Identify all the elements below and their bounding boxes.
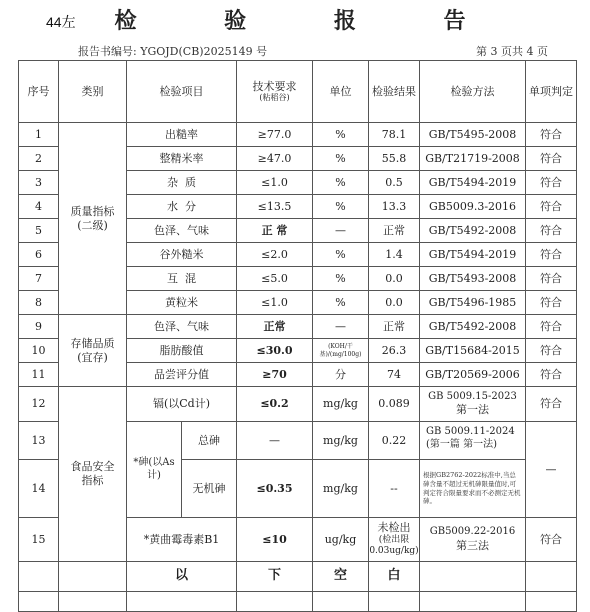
cell-method <box>420 422 526 460</box>
cell-method-line1: GB5009.22-2016 <box>429 526 516 538</box>
cell-unit: % <box>313 243 369 267</box>
cell-judgement: 符合 <box>526 267 577 291</box>
cell-judgement: 符合 <box>526 387 577 422</box>
cell-result-line2: (检出限 <box>378 535 410 546</box>
cell-no: 7 <box>19 267 59 291</box>
header-judgement: 单项判定 <box>526 61 577 123</box>
cell-no: 13 <box>19 422 59 460</box>
page-number: 44左 <box>46 14 76 30</box>
cell-item: 无机砷 <box>182 460 237 518</box>
cell-method: GB/T5494-2019 <box>420 243 526 267</box>
cell-method-line2: 第三法 <box>456 538 489 552</box>
report-number: 报告书编号: YGOJD(CB)2025149 号 <box>78 45 268 58</box>
cell-result: 13.3 <box>369 195 420 219</box>
cell-item: 品尝评分值 <box>127 363 237 387</box>
cell-requirement: ≤13.5 <box>237 195 313 219</box>
table-header <box>19 61 577 123</box>
cell-requirement: ≤0.2 <box>237 387 313 422</box>
category-quality-line1: 质量指标 <box>70 204 115 218</box>
cell-method: GB/T5493-2008 <box>420 267 526 291</box>
cell-item: 总砷 <box>182 422 237 460</box>
category-safety <box>59 387 127 562</box>
cell-unit: — <box>313 219 369 243</box>
cell-method <box>420 518 526 562</box>
header-requirement <box>237 61 313 123</box>
table-row <box>19 123 577 147</box>
cell-result: 0.0 <box>369 267 420 291</box>
cell-method: GB/T5492-2008 <box>420 315 526 339</box>
header-category: 类别 <box>59 61 127 123</box>
cell-item: 互 混 <box>127 267 237 291</box>
cell-method-line2: 第一法 <box>456 403 489 417</box>
cell-result: 正常 <box>369 219 420 243</box>
cell-requirement: ≤1.0 <box>237 291 313 315</box>
cell-result <box>369 518 420 562</box>
table-row <box>19 315 577 339</box>
cell-unit: — <box>313 315 369 339</box>
cell-unit: % <box>313 171 369 195</box>
blank-word: 以 <box>127 562 237 592</box>
cell-item: 色泽、气味 <box>127 219 237 243</box>
cell-method-line1: GB 5009.15-2023 <box>428 390 517 402</box>
cell-no: 2 <box>19 147 59 171</box>
header-unit: 单位 <box>313 61 369 123</box>
cell-judgement: 符合 <box>526 339 577 363</box>
cell-result: 0.5 <box>369 171 420 195</box>
blank-row <box>19 592 577 612</box>
cell-item: 整精米率 <box>127 147 237 171</box>
cell-judgement: 符合 <box>526 171 577 195</box>
cell-result-line3: 0.03ug/kg) <box>369 546 419 557</box>
cell-item: 脂肪酸值 <box>127 339 237 363</box>
cell-judgement: 符合 <box>526 243 577 267</box>
cell-method <box>420 387 526 422</box>
cell-requirement: ≥77.0 <box>237 123 313 147</box>
blank-word: 白 <box>369 562 420 592</box>
header-method: 检验方法 <box>420 61 526 123</box>
cell-method: GB/T20569-2006 <box>420 363 526 387</box>
cell-unit: (KOH/干基)/(mg/100g) <box>313 339 369 363</box>
header-req-line2: (粘稻谷) <box>259 93 290 103</box>
cell-no: 9 <box>19 315 59 339</box>
cell-unit: % <box>313 291 369 315</box>
cell-no: 10 <box>19 339 59 363</box>
cell-method-line2: (第一篇 第一法) <box>426 438 497 450</box>
cell-item: 镉(以Cd计) <box>127 387 237 422</box>
category-storage-line2: (宜存) <box>77 350 108 364</box>
cell-requirement: ≥70 <box>237 363 313 387</box>
cell-result: 26.3 <box>369 339 420 363</box>
cell-item: 水 分 <box>127 195 237 219</box>
cell-no: 6 <box>19 243 59 267</box>
cell-result: 0.0 <box>369 291 420 315</box>
cell-result: 78.1 <box>369 123 420 147</box>
cell-requirement: ≤5.0 <box>237 267 313 291</box>
blank-word: 下 <box>237 562 313 592</box>
cell-judgement: 符合 <box>526 219 577 243</box>
header-req-line1: 技术要求 <box>252 79 297 93</box>
cell-requirement: ≤2.0 <box>237 243 313 267</box>
arsenic-note: 根据GB2762-2022标准中,当总砷含量不超过无机砷限量值时,可判定符合限量要求而不必测定无机砷。 <box>420 460 526 518</box>
cell-item: 黄粒米 <box>127 291 237 315</box>
cell-method-line1: GB 5009.11-2024 <box>426 426 515 437</box>
category-safety-line1: 食品安全 <box>70 460 115 474</box>
cell-method: GB/T5495-2008 <box>420 123 526 147</box>
cell-unit: mg/kg <box>313 387 369 422</box>
header-result: 检验结果 <box>369 61 420 123</box>
blank-word: 空 <box>313 562 369 592</box>
page-info: 第 3 页共 4 页 <box>476 45 548 58</box>
cell-judgement: 符合 <box>526 518 577 562</box>
cell-item-group: *砷(以As计) <box>127 422 182 518</box>
category-storage-line1: 存储品质 <box>70 336 115 350</box>
cell-method: GB/T21719-2008 <box>420 147 526 171</box>
cell-unit: % <box>313 147 369 171</box>
cell-no: 4 <box>19 195 59 219</box>
cell-result: 1.4 <box>369 243 420 267</box>
cell-result-line1: 未检出 <box>377 521 411 535</box>
category-quality <box>59 123 127 315</box>
cell-item: 色泽、气味 <box>127 315 237 339</box>
cell-requirement: — <box>237 422 313 460</box>
header-item: 检验项目 <box>127 61 237 123</box>
cell-item: 杂 质 <box>127 171 237 195</box>
cell-requirement: 正 常 <box>237 219 313 243</box>
cell-judgement: 符合 <box>526 195 577 219</box>
cell-requirement: 正常 <box>237 315 313 339</box>
cell-unit: mg/kg <box>313 460 369 518</box>
cell-requirement: ≥47.0 <box>237 147 313 171</box>
cell-result: 正常 <box>369 315 420 339</box>
category-storage <box>59 315 127 387</box>
cell-method: GB/T5492-2008 <box>420 219 526 243</box>
category-quality-line2: (二级) <box>77 218 108 232</box>
cell-no: 1 <box>19 123 59 147</box>
cell-no: 12 <box>19 387 59 422</box>
cell-unit: % <box>313 267 369 291</box>
cell-no: 8 <box>19 291 59 315</box>
cell-method: GB/T5494-2019 <box>420 171 526 195</box>
cell-no: 15 <box>19 518 59 562</box>
cell-result: 74 <box>369 363 420 387</box>
cell-method: GB5009.3-2016 <box>420 195 526 219</box>
cell-unit: ug/kg <box>313 518 369 562</box>
table-row <box>19 387 577 422</box>
cell-no: 14 <box>19 460 59 518</box>
cell-method: GB/T5496-1985 <box>420 291 526 315</box>
category-safety-line2: 指标 <box>81 474 104 487</box>
cell-item: *黄曲霉毒素B1 <box>127 518 237 562</box>
cell-no: 11 <box>19 363 59 387</box>
cell-requirement: ≤30.0 <box>237 339 313 363</box>
cell-unit: mg/kg <box>313 422 369 460</box>
cell-no: 5 <box>19 219 59 243</box>
report-table <box>18 60 577 612</box>
cell-unit: % <box>313 195 369 219</box>
cell-judgement: 符合 <box>526 315 577 339</box>
cell-result: 0.089 <box>369 387 420 422</box>
cell-item: 谷外糙米 <box>127 243 237 267</box>
cell-requirement: ≤10 <box>237 518 313 562</box>
cell-judgement: 符合 <box>526 291 577 315</box>
cell-requirement: ≤0.35 <box>237 460 313 518</box>
cell-requirement: ≤1.0 <box>237 171 313 195</box>
cell-result: 55.8 <box>369 147 420 171</box>
cell-judgement: 符合 <box>526 147 577 171</box>
cell-unit: % <box>313 123 369 147</box>
cell-judgement: — <box>526 422 577 518</box>
cell-item: 出糙率 <box>127 123 237 147</box>
cell-unit: 分 <box>313 363 369 387</box>
cell-method: GB/T15684-2015 <box>420 339 526 363</box>
cell-judgement: 符合 <box>526 123 577 147</box>
cell-judgement: 符合 <box>526 363 577 387</box>
cell-result: 0.22 <box>369 422 420 460</box>
blank-row <box>19 562 577 592</box>
header-no: 序号 <box>19 61 59 123</box>
cell-result: -- <box>369 460 420 518</box>
page-title: 检 验 报 告 <box>114 8 506 34</box>
cell-no: 3 <box>19 171 59 195</box>
